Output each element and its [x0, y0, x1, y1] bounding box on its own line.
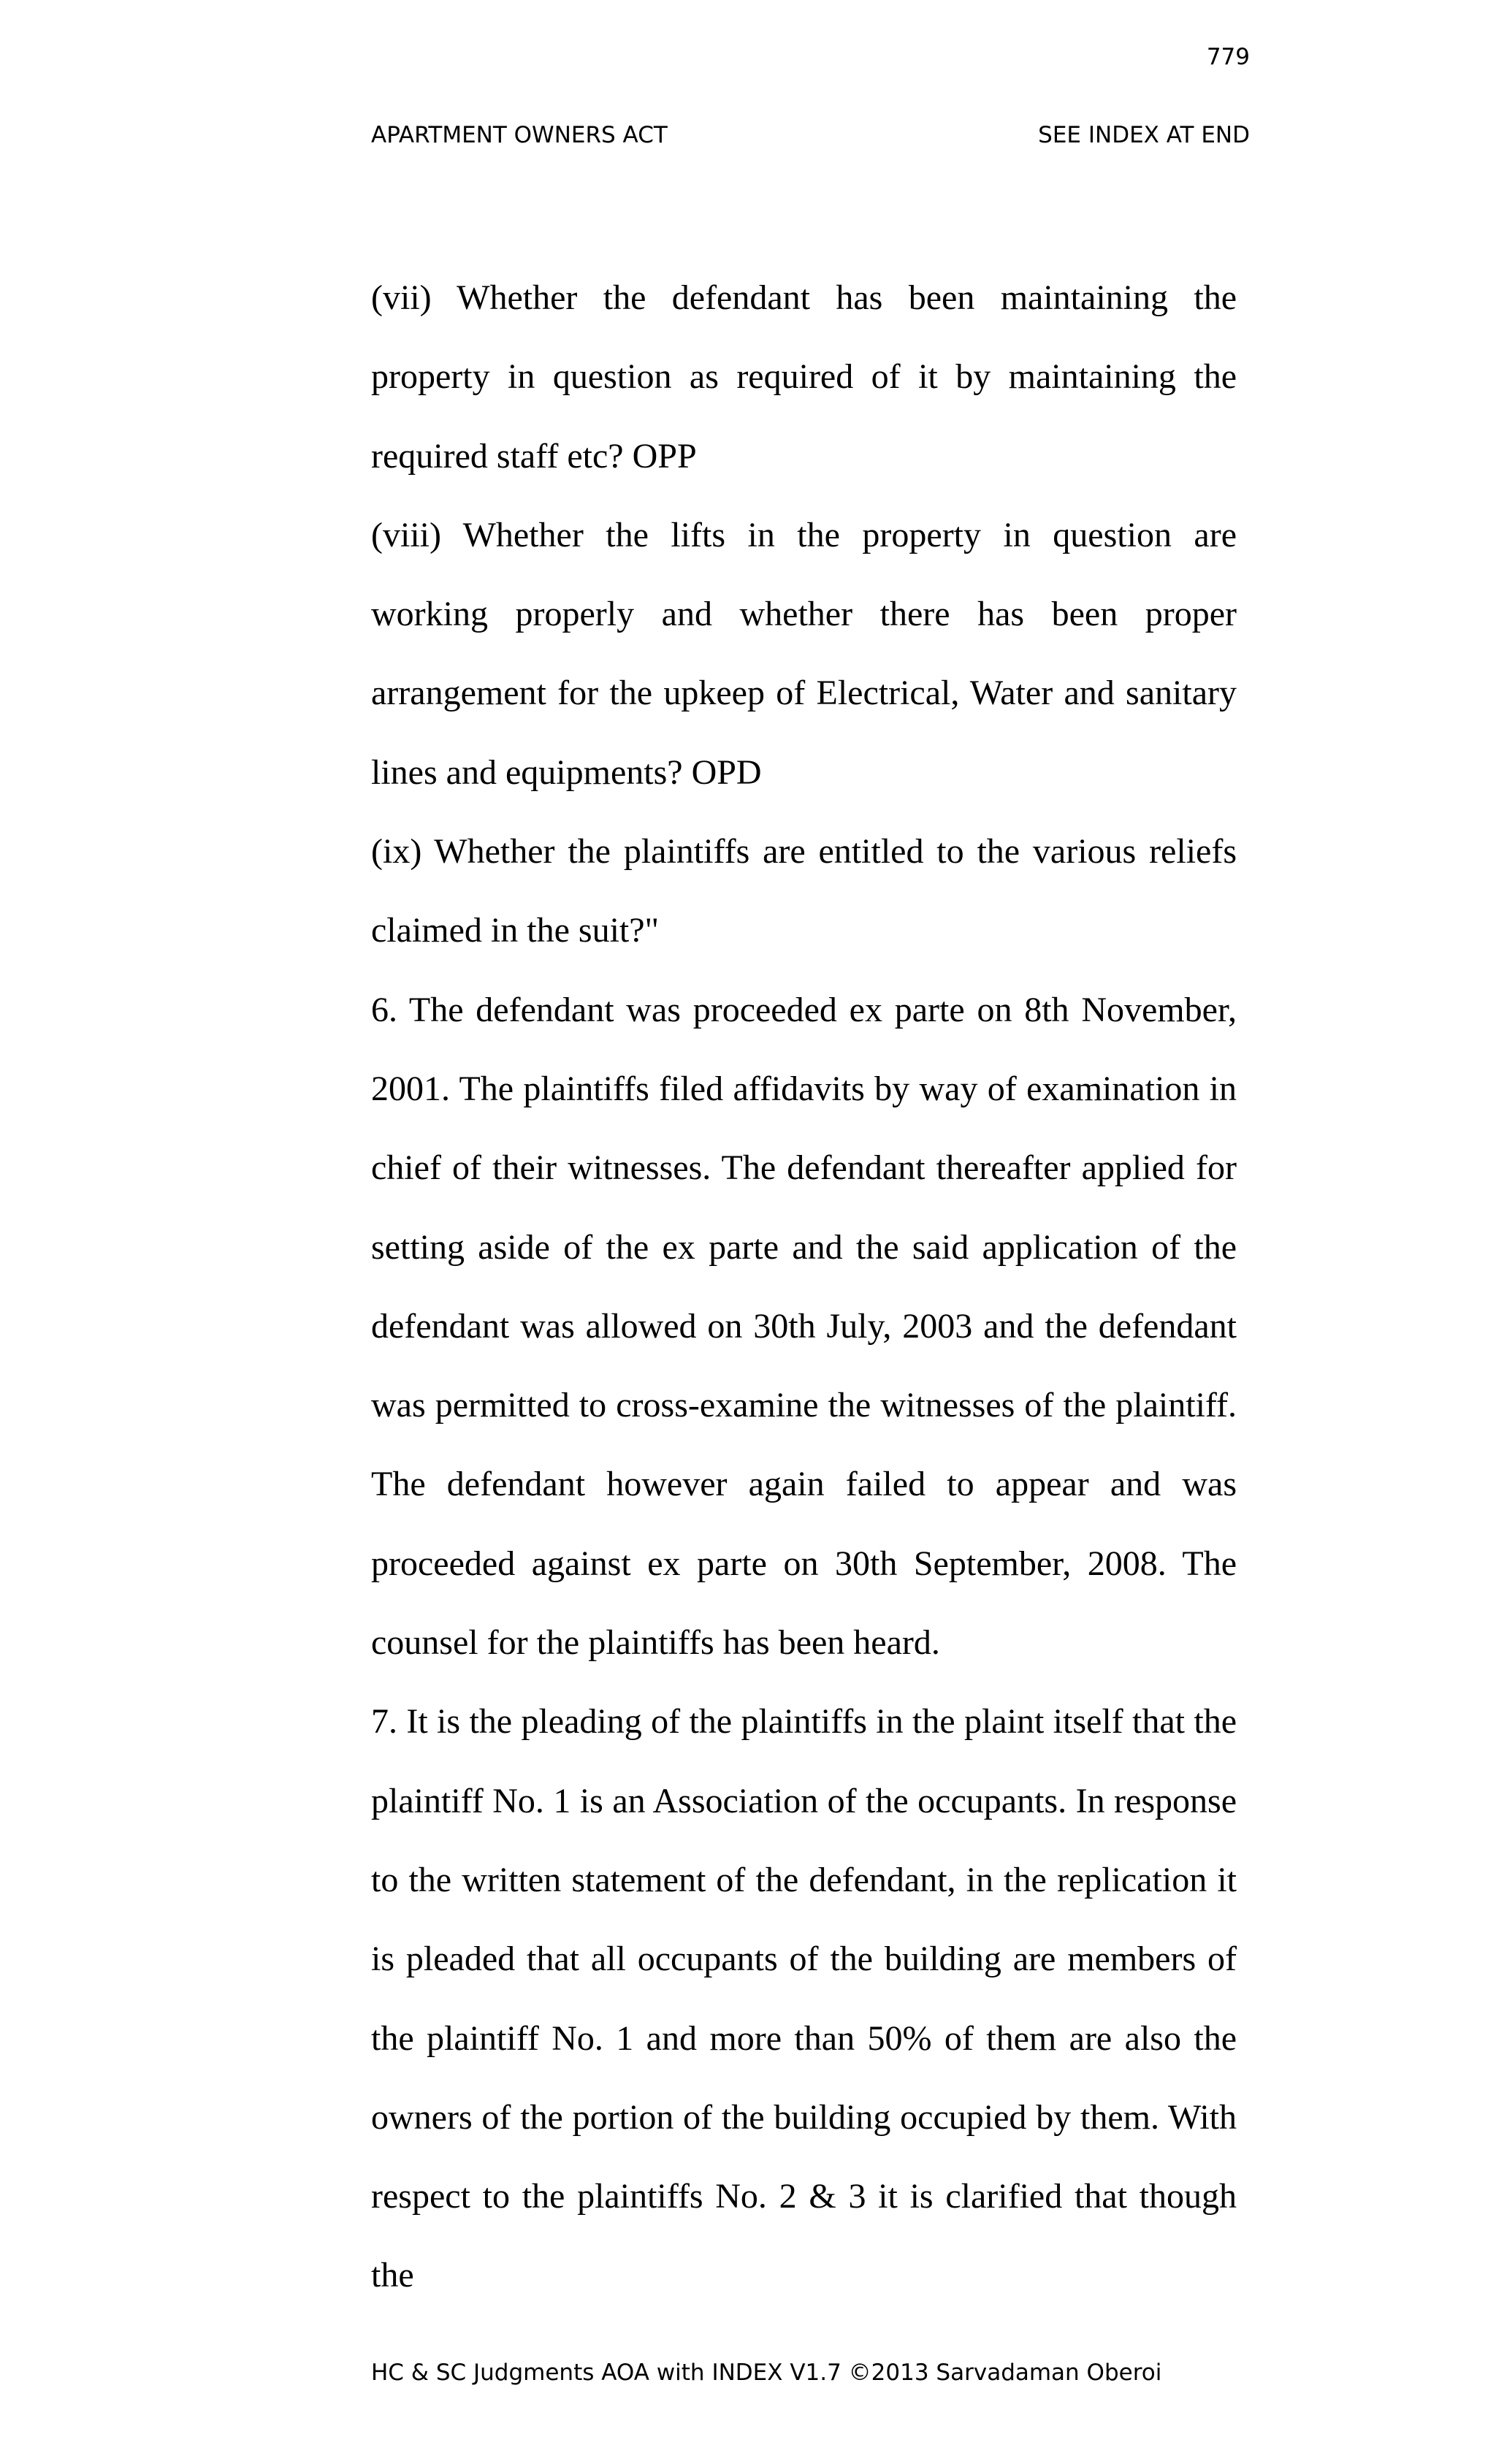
paragraph-issue-viii: (viii) Whether the lifts in the property in question are working properly and whether there has been proper arrangement for the upkeep of Electrical, Water and sanitary lines and equipments? OPD — [371, 515, 1237, 792]
page-number: 779 — [1206, 44, 1250, 70]
paragraph-issue-ix: (ix) Whether the plaintiffs are entitled to the various reliefs claimed in the suit?" — [371, 832, 1237, 950]
paragraph-issue-vii: (vii) Whether the defendant has been maintaining the property in question as required of it by maintaining the required staff etc? OPP — [371, 278, 1237, 476]
paragraph-6: 6. The defendant was proceeded ex parte on 8th November, 2001. The plaintiffs filed affidavits by way of examination in chief of their witnesses. The defendant thereafter applied for setting aside of the ex parte and the said application of the defendant was allowed on 30th July, 2003 and the defendant was permitted to cross-examine the witnesses of the plaintiff. The defendant however again failed to appear and was proceeded against ex parte on 30th September, 2008. The counsel for the plaintiffs has been heard. — [371, 990, 1237, 1663]
page-footer: HC & SC Judgments AOA with INDEX V1.7 ©2013 Sarvadaman Oberoi — [371, 2360, 1162, 2386]
running-header-title: APARTMENT OWNERS ACT — [371, 122, 668, 148]
running-header-index-note: SEE INDEX AT END — [1038, 122, 1250, 148]
document-body — [371, 259, 1237, 2316]
paragraph-7: 7. It is the pleading of the plaintiffs in the plaint itself that the plaintiff No. 1 is an Association of the occupants. In response to the written statement of the defendant, in the replication it is pleaded that all occupants of the building are members of the plaintiff No. 1 and more than 50% of them are also the owners of the portion of the building occupied by them. With respect to the plaintiffs No. 2 & 3 it is clarified that though the — [371, 1702, 1237, 2295]
